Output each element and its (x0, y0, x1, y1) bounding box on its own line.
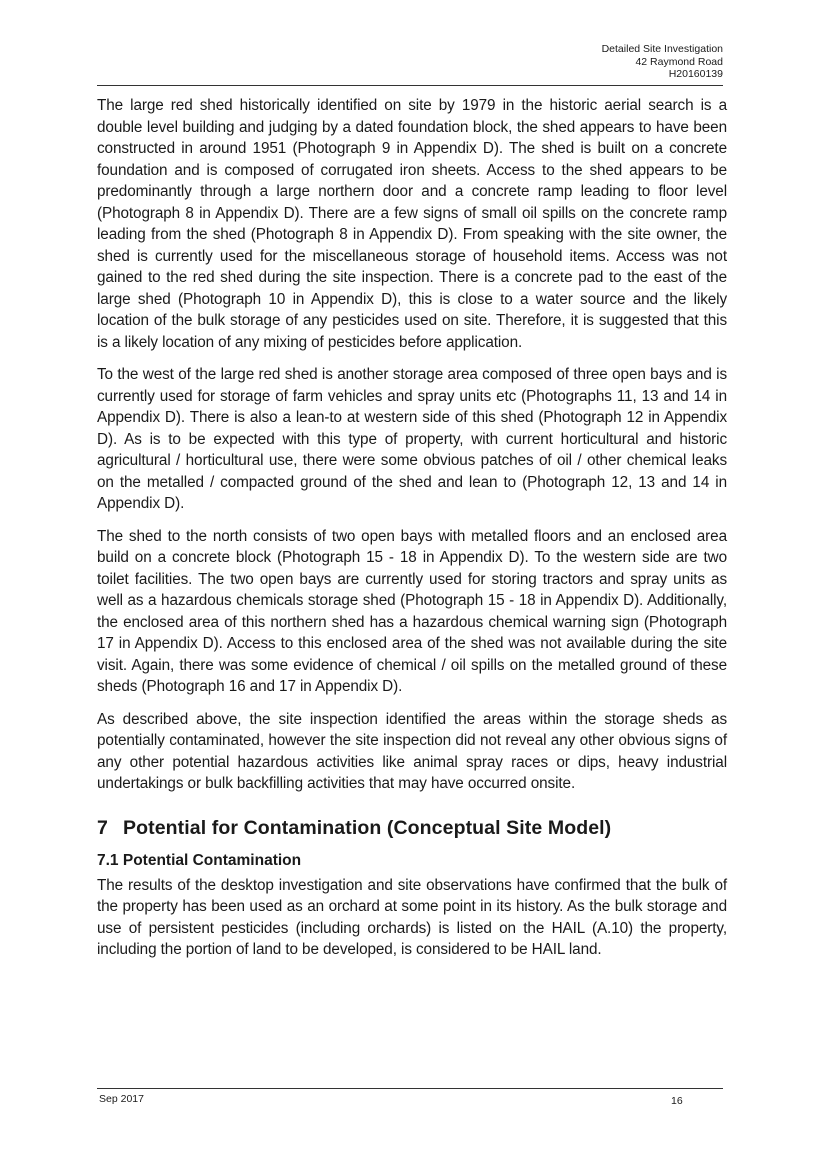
paragraph-summary: As described above, the site inspection identified the areas within the storage sheds as potentially contaminated, however the site inspection did not reveal any other obvious signs of any other potential hazardous activities like animal spray races or dips, heavy industrial undertakings or bulk backfilling activities that may have occurred onsite. (97, 710, 727, 792)
subsection-heading: 7.1 Potential Contamination (97, 851, 302, 869)
footer-date: Sep 2017 (99, 1093, 144, 1105)
header-title: Detailed Site Investigation (601, 43, 723, 55)
body-content (97, 95, 727, 972)
page-number: 16 (671, 1095, 683, 1107)
header-reference: H20160139 (668, 68, 723, 80)
paragraph-potential-contamination: The results of the desktop investigation and site observations have confirmed that the bulk of the property has been used as an orchard at some point in its history. As the bulk storage and use of persistent pesticides (including orchards) is listed on the HAIL (A.10) the property, including the portion of land to be developed, is considered to be HAIL land. (97, 876, 727, 958)
section-title: Potential for Contamination (Conceptual Site Model) (123, 816, 612, 839)
section-number: 7 (97, 816, 108, 839)
header-address: 42 Raymond Road (635, 55, 723, 68)
section-heading (97, 815, 727, 841)
paragraph-west-storage: To the west of the large red shed is another storage area composed of three open bays and is currently used for storage of farm vehicles and spray units etc (Photographs 11, 13 and 14 in Appendix D). There is also a lean-to at western side of this shed (Photograph 12 in Appendix D). As is to be expected with this type of property, with current horticultural and historic agricultural / horticultural use, there were some obvious patches of oil / other chemical leaks on the metalled / compacted ground of the shed and lean to (Photograph 12, 13 and 14 in Appendix D). (97, 366, 727, 512)
footer-divider (97, 1088, 723, 1089)
paragraph-north-shed: The shed to the north consists of two open bays with metalled floors and an enclosed area build on a concrete block (Photograph 15 - 18 in Appendix D). To the western side are two toilet facilities. The two open bays are currently used for storing tractors and spray units as well as a hazardous chemicals storage shed (Photograph 15 - 18 in Appendix D). Additionally, the enclosed area of this northern shed has a hazardous chemical warning sign (Photograph 17 in Appendix D). Access to this enclosed area of the shed was not available during the site visit. Again, there was some evidence of chemical / oil spills on the metalled ground of these sheds (Photograph 16 and 17 in Appendix D). (97, 527, 727, 695)
running-header (323, 43, 723, 81)
header-divider (97, 85, 723, 86)
paragraph-red-shed: The large red shed historically identified on site by 1979 in the historic aerial search is a double level building and judging by a dated foundation block, the shed appears to have been constructed in around 1951 (Photograph 9 in Appendix D). The shed is built on a concrete foundation and is composed of corrugated iron sheets. Access to the shed appears to be predominantly through a large northern door and a concrete ramp leading to floor level (Photograph 8 in Appendix D). There are a few signs of small oil spills on the concrete ramp leading from the shed (Photograph 8 in Appendix D). From speaking with the site owner, the shed is currently used for the miscellaneous storage of household items. Access was not gained to the red shed during the site inspection. There is a concrete pad to the east of the large shed (Photograph 10 in Appendix D), this is close to a water source and the likely location of the bulk storage of any pesticides used on site. Therefore, it is suggested that this is a likely location of any mixing of pesticides before application. (97, 97, 727, 351)
